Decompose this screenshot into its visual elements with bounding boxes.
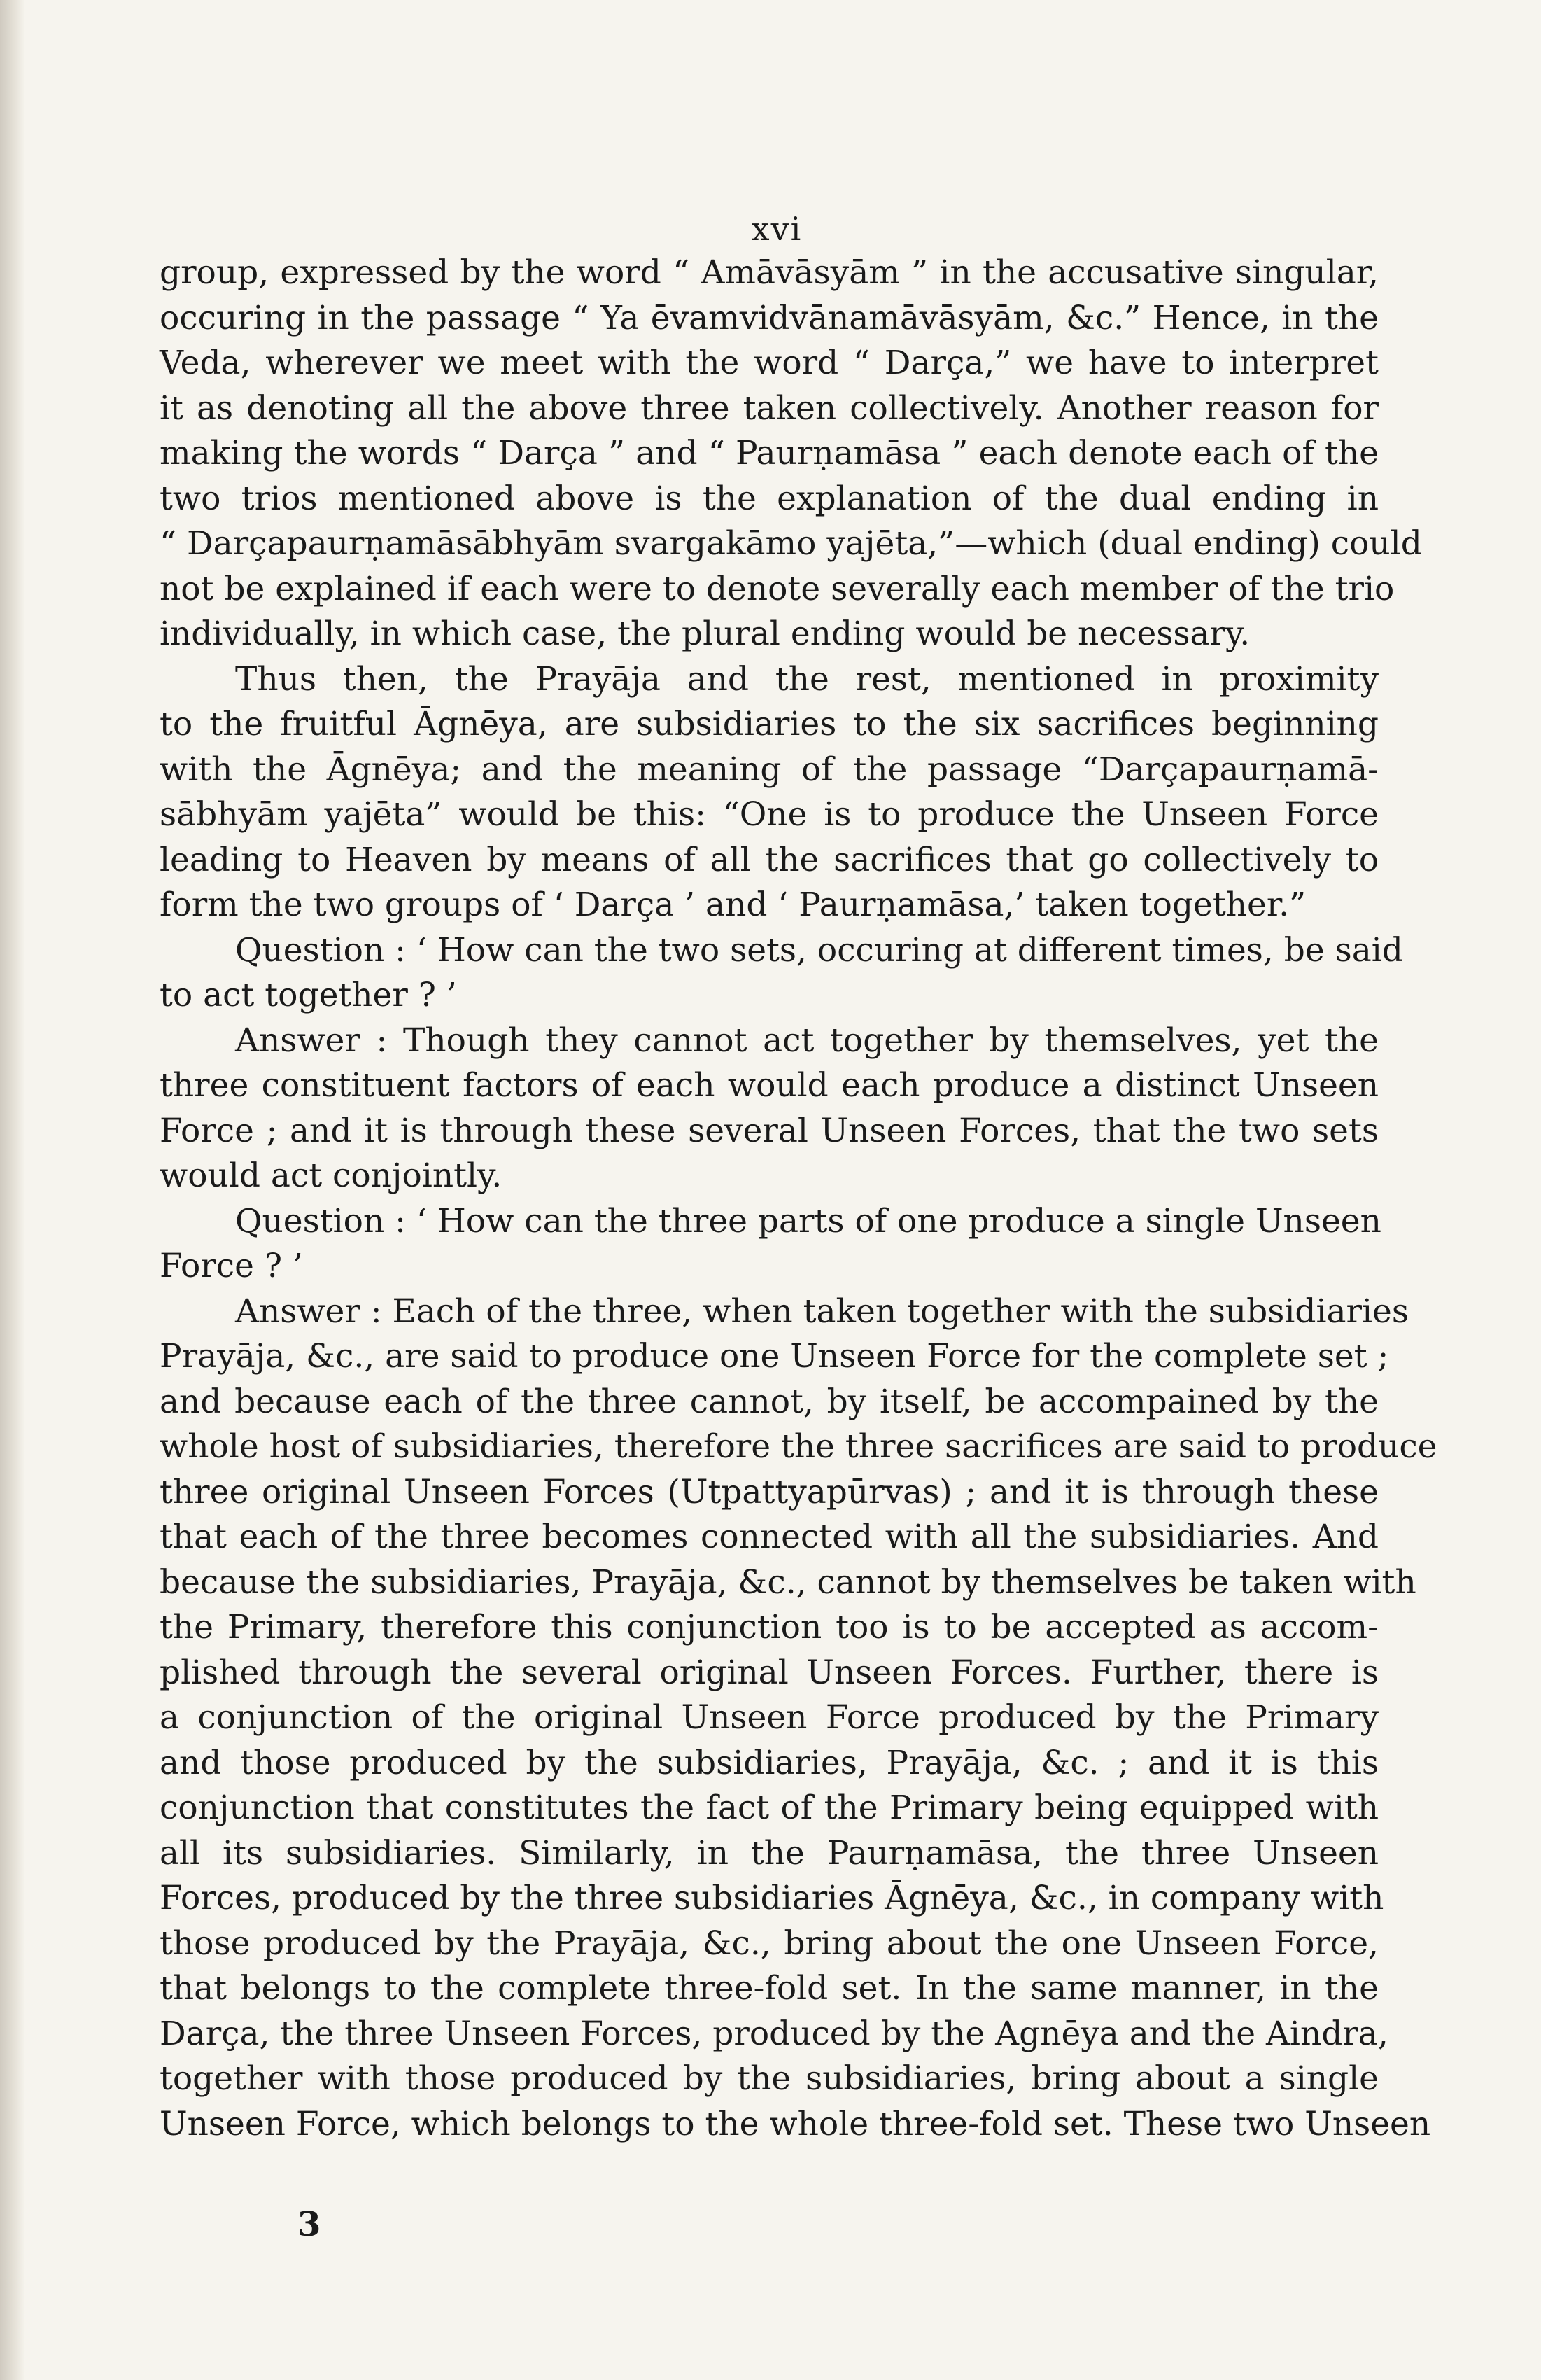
text-line: those produced by the Prayāja, &c., bring about the one Unseen Force, [160, 1924, 1379, 1963]
text-line: form the two groups of ‘ Darça ’ and ‘ Paurṇamāsa,’ taken together.” [160, 886, 1307, 924]
text-line: occuring in the passage “ Ya ēvamvidvānamāvāsyām, &c.” Hence, in the [160, 298, 1379, 337]
text-line: individually, in which case, the plural ending would be necessary. [160, 615, 1251, 653]
text-line: plished through the several original Unseen Forces. Further, there is [160, 1653, 1379, 1692]
page-binding-edge [0, 0, 25, 2380]
text-line: whole host of subsidiaries, therefore the three sacrifices are said to produce [160, 1427, 1437, 1466]
text-line: together with those produced by the subsidiaries, bring about a single [160, 2059, 1379, 2098]
page-number: xvi [751, 210, 803, 248]
text-line: Thus then, the Prayāja and the rest, mentioned in proximity [235, 659, 1379, 699]
text-line: conjunction that constitutes the fact of the Primary being equipped with [160, 1788, 1379, 1827]
text-line: Veda, wherever we meet with the word “ Darça,” we have to interpret [160, 344, 1379, 382]
text-line: not be explained if each were to denote severally each member of the trio [160, 569, 1395, 608]
text-line: with the Āgnēya; and the meaning of the passage “Darçapaurṇamā- [160, 750, 1379, 789]
text-line: Question : ‘ How can the three parts of one produce a single Unseen [235, 1201, 1381, 1240]
text-line: Unseen Force, which belongs to the whole three-fold set. These two Unseen [160, 2104, 1431, 2143]
text-line: Answer : Each of the three, when taken together with the subsidiaries [235, 1292, 1409, 1331]
text-line: Darça, the three Unseen Forces, produced by the Agnēya and the Aindra, [160, 2014, 1388, 2053]
text-line: to the fruitful Āgnēya, are subsidiaries to the six sacrifices beginning [160, 705, 1379, 743]
text-line: all its subsidiaries. Similarly, in the Paurṇamāsa, the three Unseen [160, 1833, 1379, 1872]
text-line: Prayāja, &c., are said to produce one Unseen Force for the complete set ; [160, 1337, 1389, 1376]
text-line: group, expressed by the word “ Amāvāsyām ” in the accusative singular, [160, 253, 1379, 292]
text-line: and because each of the three cannot, by itself, be accompained by the [160, 1382, 1379, 1421]
text-line: that belongs to the complete three-fold set. In the same manner, in the [160, 1969, 1379, 2008]
text-line: the Primary, therefore this conjunction too is to be accepted as accom- [160, 1608, 1379, 1646]
text-line: a conjunction of the original Unseen Force produced by the Primary [160, 1698, 1379, 1737]
signature-mark: 3 [297, 2205, 321, 2244]
text-line: and those produced by the subsidiaries, Prayāja, &c. ; and it is this [160, 1743, 1379, 1782]
text-line: that each of the three becomes connected with all the subsidiaries. And [160, 1518, 1379, 1556]
text-line: to act together ? ’ [160, 976, 457, 1014]
text-line: would act conjointly. [160, 1156, 502, 1195]
body-text [160, 251, 1437, 2147]
text-line: making the words “ Darça ” and “ Paurṇamāsa ” each denote each of the [160, 434, 1379, 472]
text-line: because the subsidiaries, Prayāja, &c., cannot by themselves be taken with [160, 1562, 1416, 1602]
text-line: “ Darçapaurṇamāsābhyām svargakāmo yajēta,”—which (dual ending) could [160, 524, 1422, 563]
text-line: Forces, produced by the three subsidiaries Āgnēya, &c., in company with [160, 1879, 1384, 1917]
text-line: Force ; and it is through these several Unseen Forces, that the two sets [160, 1111, 1379, 1150]
text-line: Force ? ’ [160, 1247, 303, 1285]
text-line: sābhyām yajēta” would be this: “One is to produce the Unseen Force [160, 795, 1379, 834]
text-line: it as denoting all the above three taken collectively. Another reason for [160, 388, 1379, 428]
text-line: Answer : Though they cannot act together by themselves, yet the [235, 1021, 1379, 1060]
text-line: two trios mentioned above is the explanation of the dual ending in [160, 479, 1379, 518]
text-line: leading to Heaven by means of all the sacrifices that go collectively to [160, 840, 1379, 879]
text-line: Question : ‘ How can the two sets, occuring at different times, be said [235, 930, 1403, 969]
text-line: three constituent factors of each would each produce a distinct Unseen [160, 1066, 1379, 1105]
text-line: three original Unseen Forces (Utpattyapūrvas) ; and it is through these [160, 1472, 1379, 1511]
